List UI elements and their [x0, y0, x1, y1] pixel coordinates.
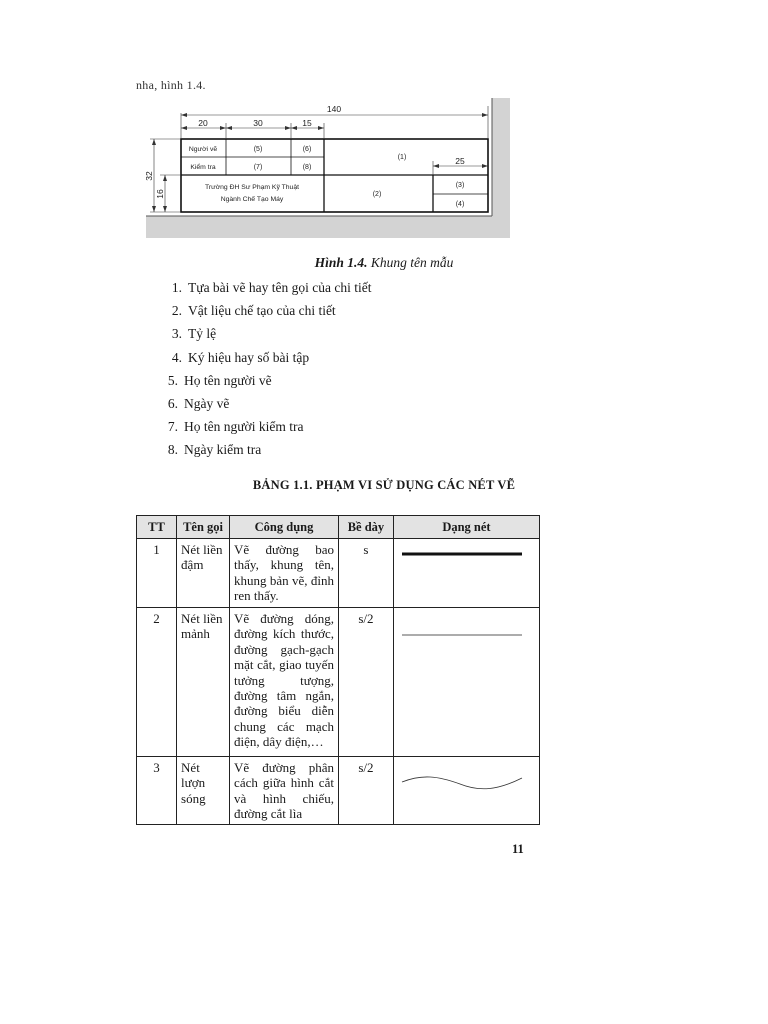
legend-item: 3. Tỷ lệ [171, 326, 217, 342]
cell-use: Vẽ đường bao thấy, khung tên, khung bản vẽ, đỉnh ren thấy. [230, 539, 339, 608]
caption-label: Hình 1.4. [314, 255, 368, 270]
cell-school-line2: Ngành Chế Tạo Máy [220, 196, 284, 203]
cell-line-sample [393, 608, 539, 757]
cell-nguoi-ve: Người vẽ [188, 146, 218, 153]
cell-5: (5) [253, 146, 263, 153]
header-use: Công dụng [230, 516, 339, 539]
legend-item: 4. Ký hiệu hay số bài tập [171, 349, 310, 365]
table-title: BẢNG 1.1. PHẠM VI SỬ DỤNG CÁC NÉT VẼ [252, 478, 516, 492]
cell-tt: 1 [137, 539, 177, 608]
legend-item: 2. Vật liệu chế tạo của chi tiết [171, 303, 336, 319]
cell-3: (3) [455, 182, 465, 189]
legend-item: 5. Họ tên người vẽ [167, 372, 272, 388]
dim-16: 16 [155, 189, 165, 199]
cell-width: s/2 [338, 608, 393, 757]
thin-solid-line-sample [398, 611, 528, 641]
dim-140: 140 [326, 104, 342, 114]
cell-kiem-tra: Kiểm tra [190, 164, 216, 171]
dim-20: 20 [198, 118, 208, 128]
table-row [137, 608, 540, 757]
wavy-line-sample [398, 760, 528, 796]
previous-line-fragment: nha, hình 1.4. [136, 78, 206, 92]
table-row [137, 539, 540, 608]
thick-solid-line-sample [398, 542, 528, 572]
title-block-figure [146, 98, 510, 238]
legend-list [166, 276, 566, 462]
line-usage-table [136, 515, 540, 825]
cell-tt: 3 [137, 757, 177, 825]
cell-1: (1) [397, 154, 407, 161]
legend-item: 8. Ngày kiểm tra [167, 442, 262, 458]
cell-line-sample [393, 757, 539, 825]
cell-8: (8) [302, 164, 312, 171]
cell-school-line1: Trường ĐH Sư Phạm Kỹ Thuật [204, 184, 300, 191]
cell-name: Nét liền đậm [177, 539, 230, 608]
table-row [137, 757, 540, 825]
cell-name: Nét lượn sóng [177, 757, 230, 825]
cell-7: (7) [253, 164, 263, 171]
dim-32: 32 [144, 171, 154, 181]
cell-width: s [338, 539, 393, 608]
cell-2: (2) [372, 191, 382, 198]
dim-30: 30 [253, 118, 263, 128]
legend-item: 1. Tựa bài vẽ hay tên gọi của chi tiết [171, 280, 372, 295]
legend-item: 7. Họ tên người kiểm tra [167, 419, 304, 435]
header-width: Bề dày [338, 516, 393, 539]
dim-25: 25 [455, 156, 465, 166]
caption-text: Khung tên mẫu [367, 255, 454, 270]
figure-caption [0, 255, 768, 271]
header-tt: TT [137, 516, 177, 539]
legend-item: 6. Ngày vẽ [167, 395, 230, 411]
cell-line-sample [393, 539, 539, 608]
cell-4: (4) [455, 201, 465, 208]
cell-width: s/2 [338, 757, 393, 825]
dim-15: 15 [302, 118, 312, 128]
table-header-row [137, 516, 540, 539]
header-line-style: Dạng nét [393, 516, 539, 539]
cell-6: (6) [302, 146, 312, 153]
cell-name: Nét liền mảnh [177, 608, 230, 757]
cell-tt: 2 [137, 608, 177, 757]
header-name: Tên gọi [177, 516, 230, 539]
page-number: 11 [512, 842, 524, 856]
cell-use: Vẽ đường phân cách giữa hình cắt và hình chiếu, đường cắt lìa [230, 757, 339, 825]
cell-use: Vẽ đường dóng, đường kích thước, đường gạch-gạch mặt cắt, giao tuyến tưởng tượng, đường tâm ngắn, đường biểu diễn chung các mạch điện, dây điện,… [230, 608, 339, 757]
title-block-drawing [146, 98, 510, 238]
